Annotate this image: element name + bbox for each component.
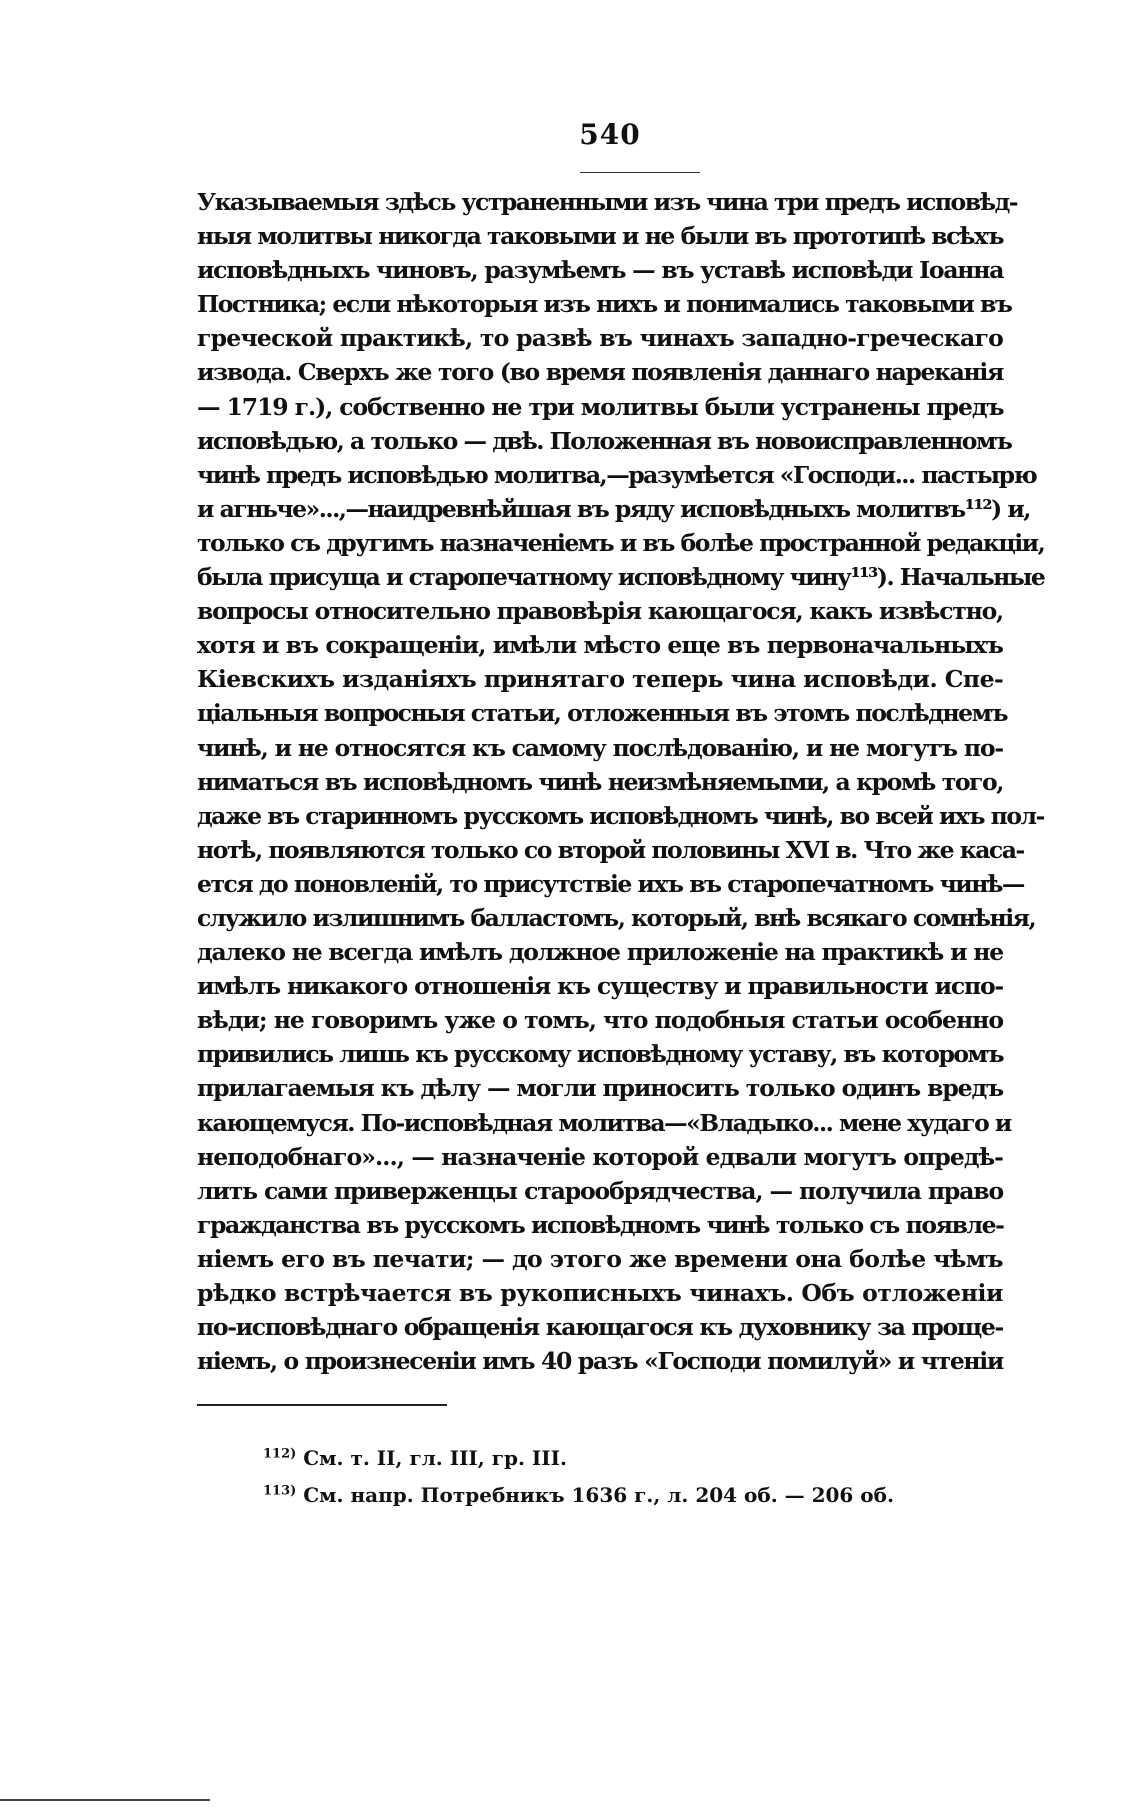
footnote-marker: 112) — [263, 1446, 297, 1462]
footnote-text: См. напр. Потребникъ 1636 г., л. 204 об. — 206 об. — [303, 1483, 894, 1507]
text-line: даже въ старинномъ русскомъ исповѣдномъ чинѣ, во всей ихъ пол- — [197, 801, 1044, 830]
text-line: привились лишь къ русскому исповѣдному уставу, въ которомъ — [197, 1040, 1003, 1069]
text-line: неподобнаго»..., — назначеніе которой едвали могутъ опредѣ- — [197, 1142, 1003, 1171]
text-line: чинѣ, и не относятся къ самому послѣдованію, и не могутъ по- — [197, 733, 1003, 762]
text-line: исповѣдью, а только — двѣ. Положенная въ новоисправленномъ — [197, 426, 1012, 455]
text-line: кающемуся. По-исповѣдная молитва—«Владыко... мене худаго и — [197, 1108, 1011, 1137]
text-line: нотѣ, появляются только со второй половины XVI в. Что же каса- — [197, 835, 1024, 864]
footnote — [263, 1483, 894, 1507]
text-line: была присуща и старопечатному исповѣдному чину¹¹³). Начальные — [197, 563, 1045, 592]
text-line: и агньче»...,—наидревнѣйшая въ ряду исповѣдныхъ молитвъ¹¹²) и, — [197, 494, 1030, 523]
text-line: ціальныя вопросныя статьи, отложенныя въ этомъ послѣднемъ — [197, 699, 1008, 728]
footnote-marker: 113) — [263, 1483, 297, 1499]
header-rule — [580, 172, 700, 173]
text-line: гражданства въ русскомъ исповѣдномъ чинѣ только съ появле- — [197, 1210, 1004, 1239]
footnote-text: См. т. II, гл. III, гр. III. — [303, 1446, 567, 1470]
text-line: Постника; если нѣкоторыя изъ нихъ и понимались таковыми въ — [197, 290, 1012, 319]
text-line: только съ другимъ назначеніемъ и въ болѣе пространной редакціи, — [197, 528, 1045, 557]
text-line: ныя молитвы никогда таковыми и не были въ прототипѣ всѣхъ — [197, 222, 1003, 251]
text-line: ниматься въ исповѣдномъ чинѣ неизмѣняемыми, а кромѣ того, — [197, 767, 1003, 796]
footnote-rule — [197, 1404, 447, 1406]
text-line: извода. Сверхъ же того (во время появленія даннаго нареканія — [197, 358, 1003, 387]
text-line: Указываемыя здѣсь устраненными изъ чина три предъ исповѣд- — [197, 188, 1017, 216]
body-text — [197, 185, 1045, 1378]
text-line: вопросы относительно правовѣрія кающагося, какъ извѣстно, — [197, 597, 1003, 626]
text-line: вѣди; не говоримъ уже о томъ, что подобныя статьи особенно — [197, 1006, 1003, 1035]
text-line: ется до поновленій, то присутствіе ихъ въ старопечатномъ чинѣ— — [197, 869, 1024, 898]
text-line: ніемъ, о произнесеніи имъ 40 разъ «Господи помилуй» и чтеніи — [197, 1347, 1003, 1376]
text-line: имѣлъ никакого отношенія къ существу и правильности испо- — [197, 972, 1003, 1001]
text-line: чинѣ предъ исповѣдью молитва,—разумѣется «Господи... пастырю — [197, 460, 1037, 489]
text-line: служило излишнимъ балластомъ, который, внѣ всякаго сомнѣнія, — [197, 903, 1036, 932]
text-line: ніемъ его въ печати; — до этого же времени она болѣе чѣмъ — [197, 1244, 1003, 1273]
text-line: рѣдко встрѣчается въ рукописныхъ чинахъ. Объ отложеніи — [197, 1279, 1003, 1307]
text-line: хотя и въ сокращеніи, имѣли мѣсто еще въ первоначальныхъ — [197, 631, 1003, 660]
text-line: исповѣдныхъ чиновъ, разумѣемъ — въ уставѣ исповѣди Іоанна — [197, 256, 1004, 285]
text-line: Кіевскихъ изданіяхъ принятаго теперь чина исповѣди. Спе- — [197, 665, 1004, 694]
footnote — [263, 1446, 567, 1470]
text-line: далеко не всегда имѣлъ должное приложеніе на практикѣ и не — [197, 938, 1003, 967]
text-line: — 1719 г.), собственно не три молитвы были устранены предъ — [197, 392, 1004, 421]
text-line: прилагаемыя къ дѣлу — могли приносить только одинъ вредъ — [197, 1074, 1003, 1103]
text-line: по-исповѣднаго обращенія кающагося къ духовнику за проще- — [197, 1313, 1003, 1342]
scan-edge-mark — [0, 1799, 210, 1801]
text-line: лить сами приверженцы старообрядчества, — получила право — [197, 1176, 1003, 1205]
page-number: 540 — [579, 118, 641, 151]
text-line: греческой практикѣ, то развѣ въ чинахъ западно-греческаго — [197, 324, 1003, 353]
